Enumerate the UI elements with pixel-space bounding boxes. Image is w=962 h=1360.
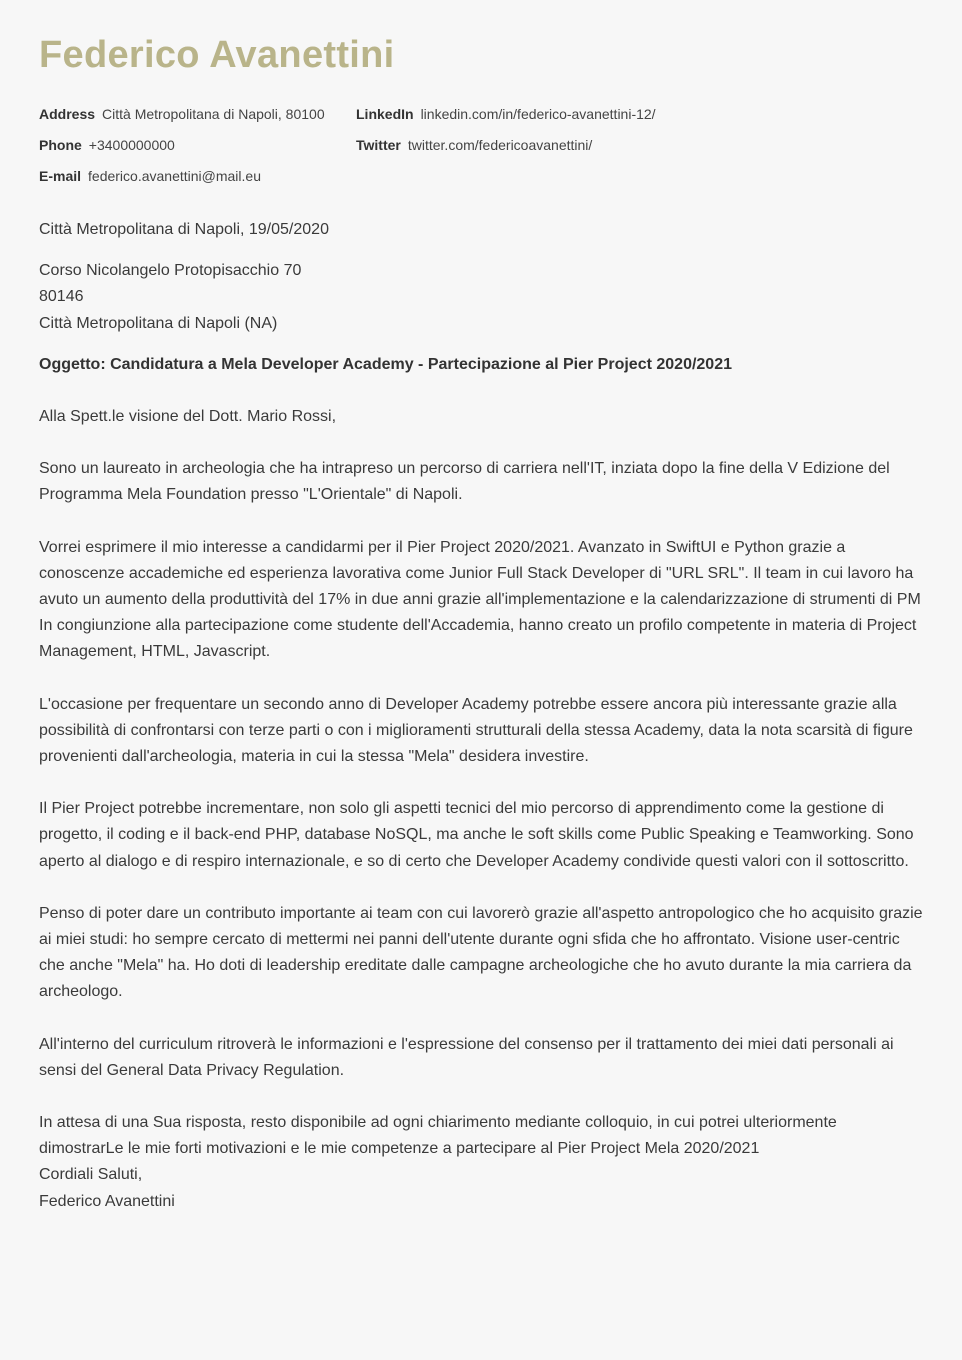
address-value: Città Metropolitana di Napoli, 80100 <box>102 106 325 122</box>
phone-row <box>39 137 175 153</box>
address-row <box>39 106 325 122</box>
linkedin-label: LinkedIn <box>356 106 414 122</box>
applicant-name: Federico Avanettini <box>39 34 395 76</box>
paragraph-skills: Il Pier Project potrebbe incrementare, non solo gli aspetti tecnici del mio percorso di apprendimento come la gestione di progetto, il coding e il back-end PHP, database NoSQL, ma anche le soft skills come Public Speaking e Teamworking. Sono aperto al dialogo e di respiro internazionale, e so di certo che Developer Academy condivide questi valori con il sottoscritto. <box>39 800 914 870</box>
phone-label: Phone <box>39 137 82 153</box>
phone-value: +3400000000 <box>88 137 175 153</box>
email-link[interactable]: federico.avanettini@mail.eu <box>88 168 261 184</box>
recipient-city: Città Metropolitana di Napoli (NA) <box>39 314 278 332</box>
address-label: Address <box>39 106 96 122</box>
signature: Federico Avanettini <box>39 1192 175 1210</box>
email-row <box>39 168 261 184</box>
twitter-row <box>356 137 592 153</box>
twitter-link[interactable]: twitter.com/federicoavanettini/ <box>407 137 593 153</box>
recipient-zip: 80146 <box>39 288 84 306</box>
email-label: E-mail <box>39 168 82 184</box>
subject-line: Oggetto: Candidatura a Mela Developer Academy - Partecipazione al Pier Project 2020/2021 <box>39 355 732 373</box>
closing-greeting: Cordiali Saluti, <box>39 1166 143 1184</box>
paragraph-opportunity: L'occasione per frequentare un secondo anno di Developer Academy potrebbe essere ancora più interessante grazie alla possibilità di confrontarsi con terze parti o con i miglioramenti strutturali della stessa Academy, data la nota scarsità di figure provenienti dall'archeologia, materia in cui la stessa "Mela" desidera investire. <box>39 695 913 766</box>
linkedin-row <box>356 106 656 122</box>
place-date: Città Metropolitana di Napoli, 19/05/2020 <box>39 221 329 238</box>
paragraph-intro: Sono un laureato in archeologia che ha intrapreso un percorso di carriera nell'IT, inziata dopo la fine della V Edizione del Programma Mela Foundation presso "L'Orientale" di Napoli. <box>39 460 890 504</box>
paragraph-privacy: All'interno del curriculum ritroverà le informazioni e l'espressione del consenso per il trattamento dei miei dati personali ai sensi del General Data Privacy Regulation. <box>39 1035 894 1079</box>
linkedin-link[interactable]: linkedin.com/in/federico-avanettini-12/ <box>420 106 656 122</box>
salutation: Alla Spett.le visione del Dott. Mario Rossi, <box>39 408 337 426</box>
recipient-street: Corso Nicolangelo Protopisacchio 70 <box>39 262 302 280</box>
letter-body <box>39 217 923 1215</box>
twitter-label: Twitter <box>356 137 401 153</box>
paragraph-contribution: Penso di poter dare un contributo importante ai team con cui lavorerò grazie all'aspetto antropologico che ho acquisito grazie ai miei studi: ho sempre cercato di mettermi nei panni dell'utente durante ogni sfida che ho affrontato. Visione user-centric che anche "Mela" ha. Ho doti di leadership ereditate dalle campagne archeologiche che ho avuto durante la mia carriera da archeologo. <box>39 904 923 1001</box>
paragraph-closing: In attesa di una Sua risposta, resto disponibile ad ogni chiarimento mediante colloquio, in cui potrei ulteriormente dimostrarLe le mie forti motivazioni e le mie competenze a partecipare al Pier Project Mela 2020/2021 <box>39 1114 837 1158</box>
paragraph-interest: Vorrei esprimere il mio interesse a candidarmi per il Pier Project 2020/2021. Avanzato in SwiftUI e Python grazie a conoscenze accademiche ed esperienza lavorativa come Junior Full Stack Developer di "URL SRL". Il team in cui lavoro ha avuto un aumento della produttività del 17% in due anni grazie all'implementazione e la calendarizzazione di strumenti di PM In congiunzione alla partecipazione come studente dell'Accademia, hanno creato un profilo competente in materia di Project Management, HTML, Javascript. <box>39 538 921 661</box>
